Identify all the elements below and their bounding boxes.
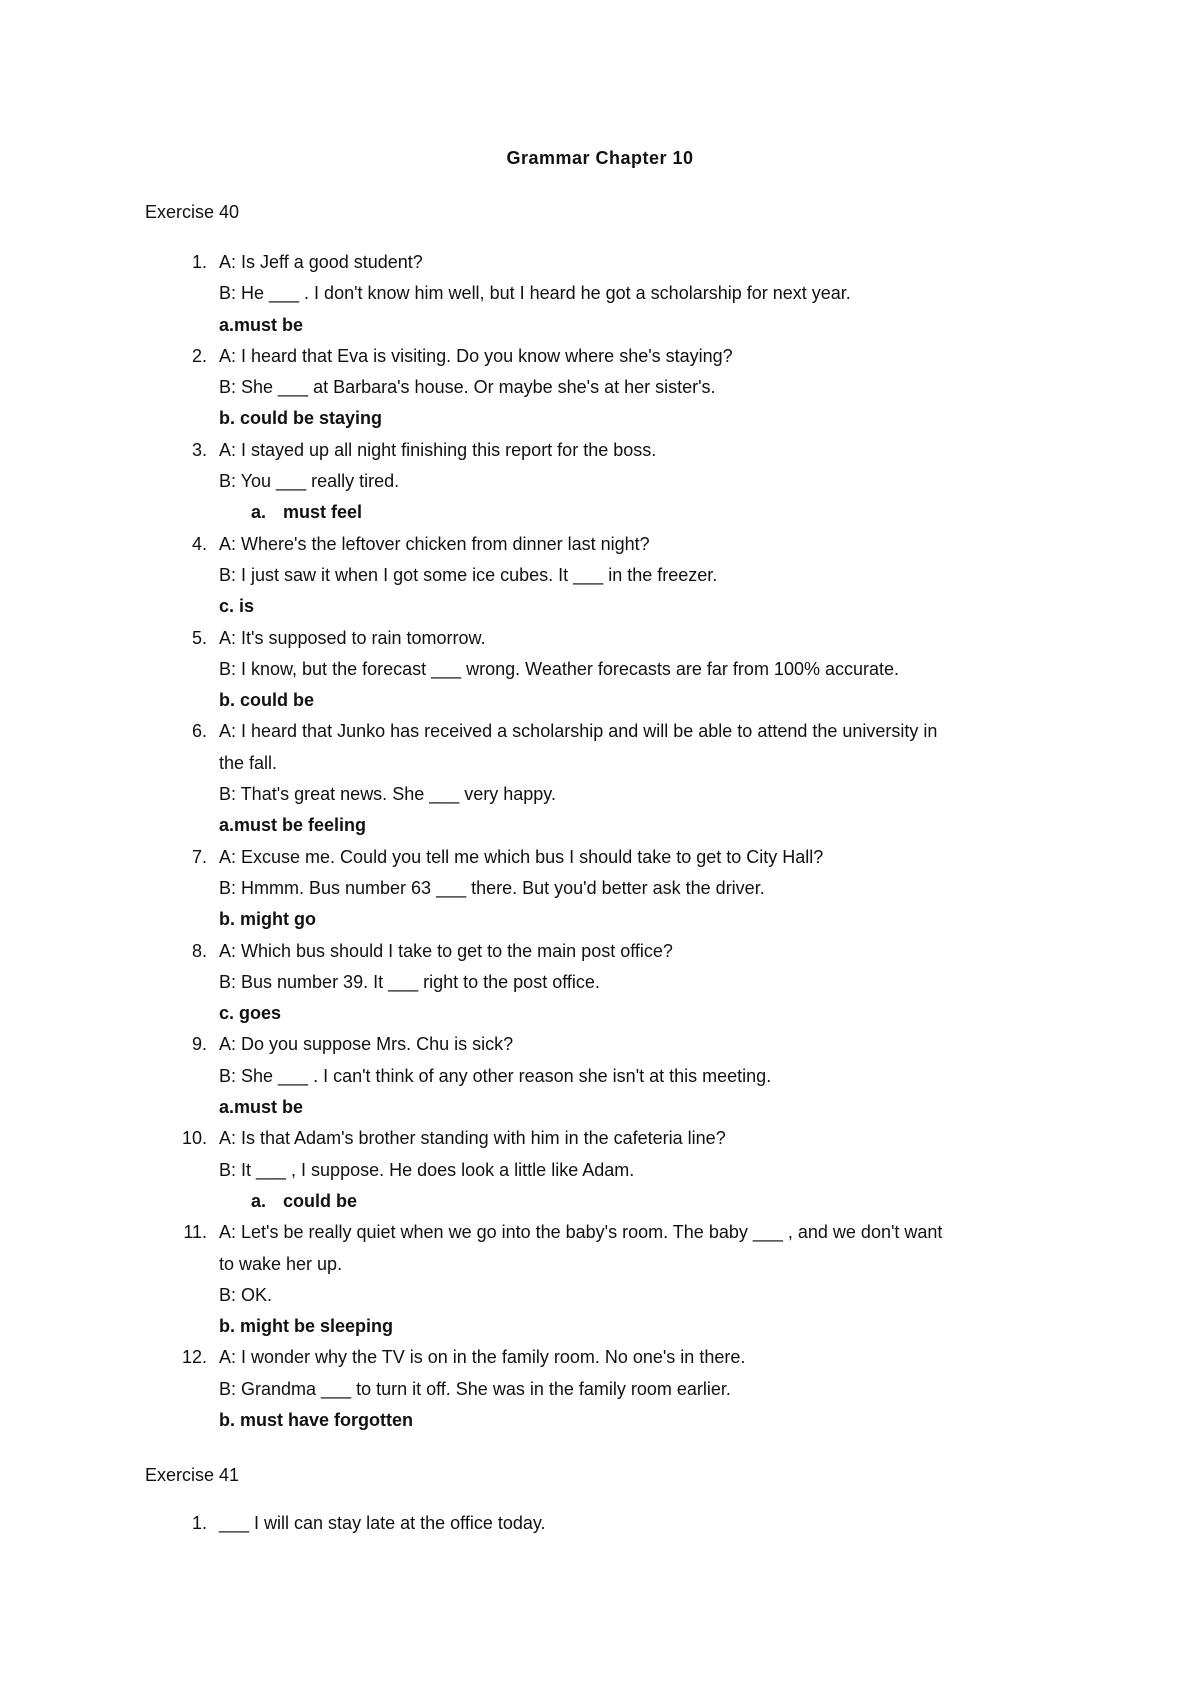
question-line-b: B: I just saw it when I got some ice cubes. It ___ in the freezer. [219,564,718,585]
exercise-40-list [145,247,1045,1436]
item-number: 5. [191,627,207,648]
list-item [145,842,1045,936]
list-item [145,716,1045,841]
answer-line: b. might be sleeping [219,1316,394,1337]
answer-text: must feel [283,502,363,523]
exercise-41-list [145,1508,1045,1539]
item-number: 10. [181,1128,207,1149]
question-line-a: A: Is that Adam's brother standing with him in the cafeteria line? [219,1128,726,1149]
question-line-b: B: He ___ . I don't know him well, but I heard he got a scholarship for next year. [219,283,851,304]
question-line-b: B: Hmmm. Bus number 63 ___ there. But you'd better ask the driver. [219,877,765,898]
list-item [145,341,1045,435]
answer-line: b. could be staying [219,408,383,429]
question-line-a-continued: to wake her up. [219,1253,343,1274]
answer-line: a.must be [219,314,304,335]
question-line-b: B: Grandma ___ to turn it off. She was in the family room earlier. [219,1378,731,1399]
item-number: 11. [183,1222,207,1243]
item-number: 7. [191,846,207,867]
question-line-a: A: Let's be really quiet when we go into the baby's room. The baby ___ , and we don't want [219,1222,943,1243]
question-line-a: A: I stayed up all night finishing this report for the boss. [219,439,657,460]
item-number: 8. [191,940,207,961]
item-number: 3. [191,439,207,460]
question-line-a: A: Do you suppose Mrs. Chu is sick? [219,1034,514,1055]
answer-text: could be [283,1190,358,1211]
question-line-b: B: She ___ at Barbara's house. Or maybe she's at her sister's. [219,377,716,398]
list-item [145,1029,1045,1123]
list-item [145,1123,1045,1217]
answer-line: b. could be [219,690,315,711]
list-item [145,623,1045,717]
question-line-a: A: It's supposed to rain tomorrow. [219,627,486,648]
answer-line: c. is [219,596,255,617]
question-line-b: B: You ___ really tired. [219,471,400,492]
item-number: 6. [191,721,207,742]
list-item [145,1508,1045,1539]
exercise-41-heading: Exercise 41 [145,1465,240,1485]
question-line-b: B: I know, but the forecast ___ wrong. Weather forecasts are far from 100% accurate. [219,658,900,679]
list-item [145,529,1045,623]
page-title: Grammar Chapter 10 [506,148,694,168]
answer-letter: a. [251,1190,267,1211]
item-number: 1. [191,1513,207,1533]
question-line-a: A: Is Jeff a good student? [219,252,423,272]
answer-line: c. goes [219,1003,282,1024]
answer-line: b. might go [219,909,316,930]
question-line-b: B: It ___ , I suppose. He does look a little like Adam. [219,1159,635,1180]
question-line-a-continued: the fall. [219,752,278,773]
answer-line: b. must have forgotten [219,1409,414,1430]
item-number: 12. [181,1347,207,1368]
answer-line [219,1186,1045,1217]
question-line-a: A: Where's the leftover chicken from dinner last night? [219,533,650,554]
answer-line: a.must be feeling [219,815,367,836]
question-line-b: B: That's great news. She ___ very happy. [219,784,556,805]
list-item [145,1217,1045,1342]
item-number: 1. [191,252,207,272]
item-number: 9. [191,1034,207,1055]
list-item [145,247,1045,341]
question-line-a: A: Excuse me. Could you tell me which bus I should take to get to City Hall? [219,846,824,867]
question-line-b: B: OK. [219,1284,273,1305]
question-line-a: ___ I will can stay late at the office today. [219,1513,546,1533]
item-number: 4. [191,533,207,554]
question-line-a: A: I wonder why the TV is on in the family room. No one's in there. [219,1347,746,1368]
question-line-b: B: Bus number 39. It ___ right to the post office. [219,971,600,992]
question-line-b: B: She ___ . I can't think of any other reason she isn't at this meeting. [219,1065,772,1086]
exercise-40-heading: Exercise 40 [145,202,240,222]
list-item [145,435,1045,529]
answer-line: a.must be [219,1097,304,1118]
item-number: 2. [191,345,207,366]
list-item [145,936,1045,1030]
question-line-a: A: I heard that Eva is visiting. Do you know where she's staying? [219,345,733,366]
answer-line [219,497,1045,528]
question-line-a: A: Which bus should I take to get to the main post office? [219,940,673,961]
answer-letter: a. [251,502,267,523]
question-line-a: A: I heard that Junko has received a scholarship and will be able to attend the university in [219,721,938,742]
list-item [145,1342,1045,1436]
